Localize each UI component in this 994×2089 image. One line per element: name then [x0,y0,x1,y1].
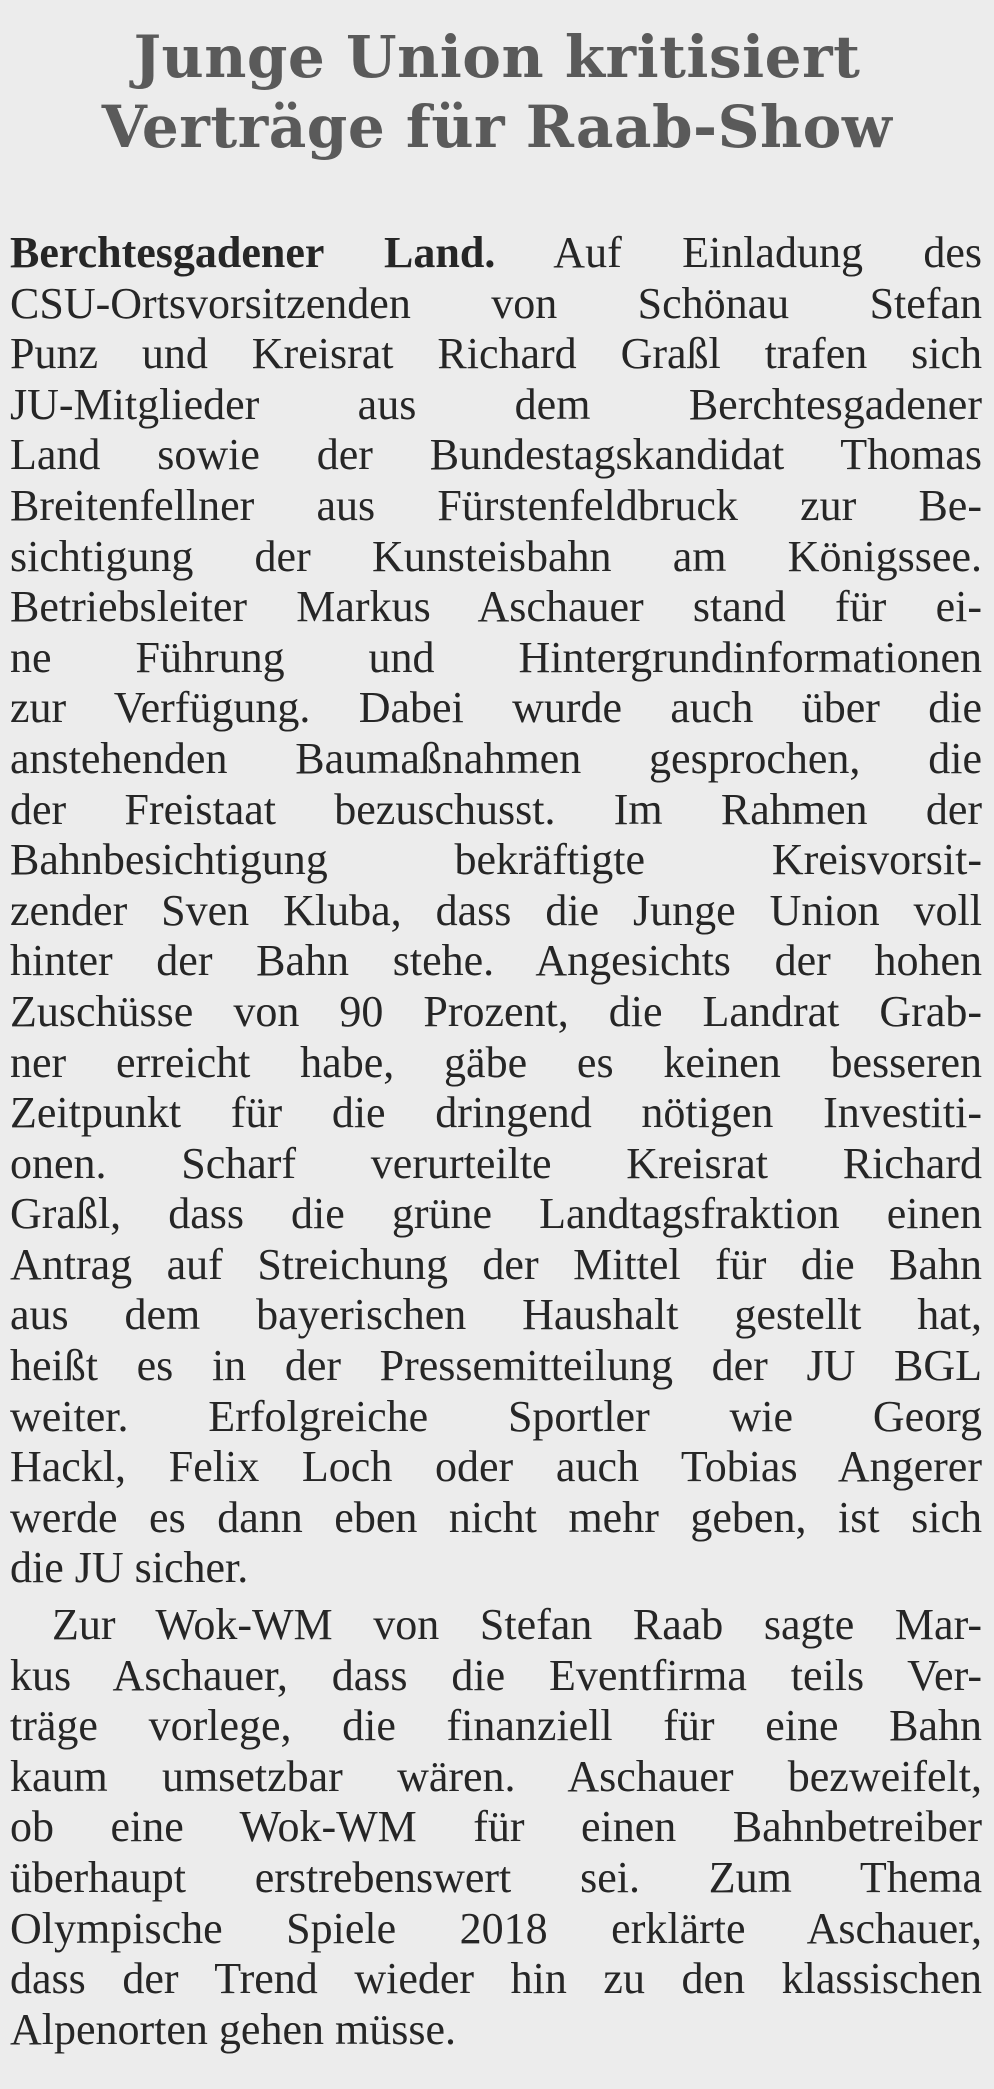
text-line: Zuschüsse von 90 Prozent, die Landrat Grab- [10,986,982,1036]
text-line: Hackl, Felix Loch oder auch Tobias Angerer [10,1442,982,1492]
text-line: Bahnbesichtigung bekräftigte Kreisvorsit- [10,835,982,885]
headline-line: Verträge für Raab-Show [101,93,893,161]
text-line: ne Führung und Hintergrundinformationen [10,632,982,682]
text-line: ob eine Wok-WM für einen Bahnbetreiber [10,1802,982,1852]
text-line: werde es dann eben nicht mehr geben, ist sich [10,1492,982,1542]
text-line: zender Sven Kluba, dass die Junge Union voll [10,885,982,935]
text-line: überhaupt erstrebenswert sei. Zum Thema [10,1853,982,1902]
text-line: aus dem bayerischen Haushalt gestellt hat, [10,1290,982,1340]
text-line: ner erreicht habe, gäbe es keinen besseren [10,1037,982,1087]
text-line: Berchtesgadener Land. Auf Einladung des [10,228,982,277]
text-line: hinter der Bahn stehe. Angesichts der hohen [10,936,982,986]
article-body [10,228,982,2055]
text-line: sichtigung der Kunsteisbahn am Königssee. [10,531,982,581]
text-line: CSU-Ortsvorsitzenden von Schönau Stefan [10,278,982,328]
text-line: Antrag auf Streichung der Mittel für die Bahn [10,1239,982,1289]
text-line: zur Verfügung. Dabei wurde auch über die [10,683,982,733]
text-line: Punz und Kreisrat Richard Graßl trafen sich [10,329,982,379]
text-line: Graßl, dass die grüne Landtagsfraktion einen [10,1189,982,1239]
text-line: weiter. Erfolgreiche Sportler wie Georg [10,1391,982,1441]
headline-line: Junge Union kritisiert [133,23,861,91]
text-line: Betriebsleiter Markus Aschauer stand für ei- [10,582,982,632]
text-line: Breitenfellner aus Fürstenfeldbruck zur Be- [10,480,982,530]
text-line: die JU sicher. [10,1543,249,1593]
text-line: JU-Mitglieder aus dem Berchtesgadener [10,379,982,429]
text-line: onen. Scharf verurteilte Kreisrat Richard [10,1138,982,1188]
text-line: Land sowie der Bundestagskandidat Thomas [10,430,982,480]
article-headline [40,22,954,162]
text-line: Olympische Spiele 2018 erklärte Aschauer, [10,1903,982,1953]
text-line: Zur Wok-WM von Stefan Raab sagte Mar- [52,1600,982,1650]
text-line: kus Aschauer, dass die Eventfirma teils Ver- [10,1650,982,1700]
text-line: träge vorlege, die finanziell für eine Bahn [10,1701,982,1751]
text-line: kaum umsetzbar wären. Aschauer bezweifelt, [10,1751,982,1801]
text-line: anstehenden Baumaßnahmen gesprochen, die [10,733,982,783]
dateline: Berchtesgadener Land. [10,228,496,277]
text-line: heißt es in der Pressemitteilung der JU BGL [10,1341,982,1391]
text-line: der Freistaat bezuschusst. Im Rahmen der [10,784,982,834]
text-line: Zeitpunkt für die dringend nötigen Investiti- [10,1088,982,1138]
text-line: Alpenorten gehen müsse. [10,2004,456,2054]
text-line: dass der Trend wieder hin zu den klassischen [10,1954,982,2004]
